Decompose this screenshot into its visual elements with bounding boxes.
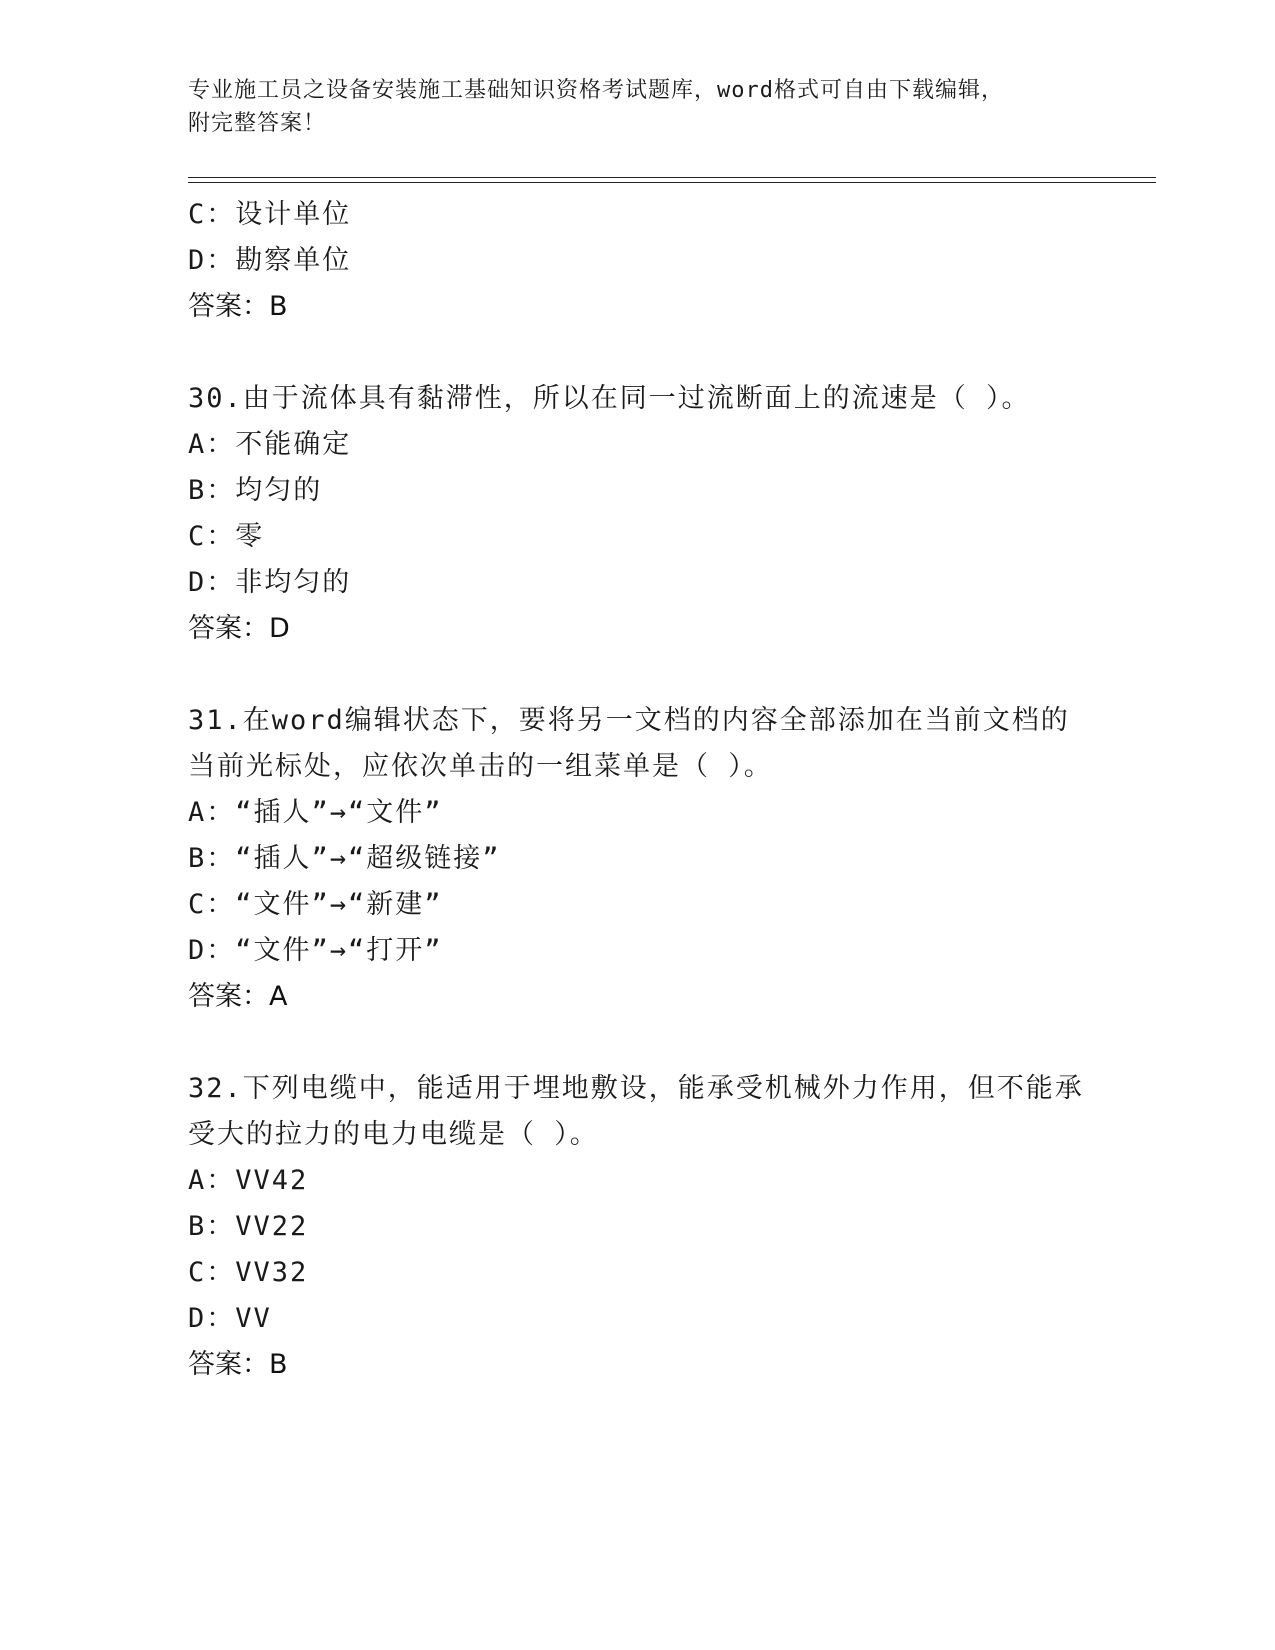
- option-d: D：勘察单位: [188, 245, 352, 276]
- answer-line: 答案：B: [188, 291, 288, 322]
- option-d: D：“文件”→“打开”: [188, 935, 443, 966]
- question-block-29: [188, 192, 1108, 330]
- option-d: D：VV: [188, 1303, 272, 1334]
- question-text-continued: 受大的拉力的电力电缆是（ ）。: [188, 1119, 599, 1150]
- question-block-32: [188, 1066, 1108, 1388]
- question-text-continued: 当前光标处，应依次单击的一组菜单是（ ）。: [188, 751, 773, 782]
- header-line-2: 附完整答案！: [188, 111, 327, 136]
- answer-line: 答案：A: [188, 981, 288, 1012]
- spacer: [188, 330, 1108, 376]
- option-a: A：不能确定: [188, 429, 352, 460]
- option-a: A：VV42: [188, 1165, 309, 1196]
- header-line-1: 专业施工员之设备安装施工基础知识资格考试题库，word格式可自由下载编辑，: [188, 78, 1004, 103]
- answer-line: 答案：D: [188, 613, 290, 644]
- question-text: 32.下列电缆中，能适用于埋地敷设，能承受机械外力作用，但不能承: [188, 1073, 1084, 1104]
- question-text: 30.由于流体具有黏滞性，所以在同一过流断面上的流速是（ ）。: [188, 383, 1031, 414]
- header-divider-top: [188, 177, 1156, 178]
- option-c: C：“文件”→“新建”: [188, 889, 443, 920]
- option-c: C：设计单位: [188, 199, 352, 230]
- spacer: [188, 1020, 1108, 1066]
- option-a: A：“插人”→“文件”: [188, 797, 443, 828]
- option-d: D：非均匀的: [188, 567, 352, 598]
- option-b: B：“插人”→“超级链接”: [188, 843, 501, 874]
- option-c: C：VV32: [188, 1257, 309, 1288]
- answer-line: 答案：B: [188, 1349, 288, 1380]
- option-b: B：均匀的: [188, 475, 323, 506]
- question-block-30: [188, 376, 1108, 652]
- question-block-31: [188, 698, 1108, 1020]
- option-b: B：VV22: [188, 1211, 309, 1242]
- option-c: C：零: [188, 521, 265, 552]
- header-divider-bottom: [188, 182, 1156, 183]
- spacer: [188, 652, 1108, 698]
- question-list: [188, 192, 1108, 1388]
- question-text: 31.在word编辑状态下，要将另一文档的内容全部添加在当前文档的: [188, 705, 1070, 736]
- page-header: [188, 74, 1088, 140]
